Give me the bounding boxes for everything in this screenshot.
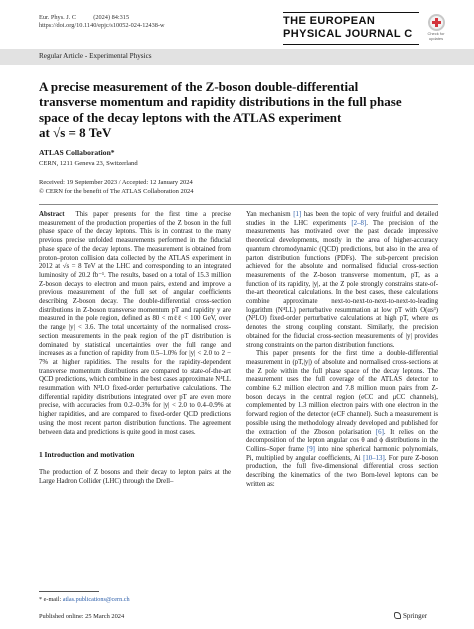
intro-paragraph-2 [246, 350, 438, 489]
citation-link[interactable]: [6] [375, 428, 384, 436]
citation-link[interactable]: [1] [293, 211, 302, 218]
citation-link[interactable]: [10–13] [363, 454, 385, 462]
text-run: . The precision of the measurements has motivated over the past decade impressive theoretical developments, mostly in the area of higher-accuracy quantum chromodynamic (QCD) predictions, but also in the area of parton distribution functions (PDFs). The sub-percent precision achieved for the absolute and normalised fiducial cross-section measurements of the Z-boson transverse momentum, pT, as a function of its rapidity, |y|, at the Z pole strongly constrains state-of-the-art theoretical calculations. In the best cases, these calculations combine approximate next-to-next-to-next-to-next-to-leading logarithm (N⁴LL) perturbative resummation at low pT with O(αs³) (N³LO) fixed-order perturbative calculations at high pT, where αs denotes the strong coupling constant. Similarly, the precision obtained for the fiducial cross-section measurements of |y| provides strong constraints on the parton distribution functions. [246, 219, 439, 349]
citation-link[interactable]: [2–8] [351, 219, 367, 227]
paper-title [39, 79, 439, 140]
publisher-name: Springer [403, 612, 428, 620]
email-link[interactable]: atlas.publications@cern.ch [62, 596, 130, 603]
section-heading: 1 Introduction and motivation [39, 450, 135, 460]
title-line: at √s = 8 TeV [39, 124, 112, 140]
journal-reference: Eur. Phys. J. C [39, 14, 77, 21]
text-run: has been the topic of very fruitful and detailed studies in the LHC experiments [246, 211, 438, 227]
affiliation: CERN, 1211 Geneva 23, Switzerland [39, 160, 138, 167]
abstract-label: Abstract [39, 211, 65, 218]
footnote [39, 596, 130, 603]
journal-logo-line2: PHYSICAL JOURNAL C [283, 28, 419, 45]
abstract-text: This paper presents for the first time a precise measurement of the production properties of the Z boson in the full phase space of the decay leptons. This is in contrast to the many previous precise unfolded measurements performed in the fiducial phase space of the decay leptons. The measurement is obtained from proton–proton collision data collected by the ATLAS experiment in 2012 at √s = 8 TeV at the LHC and corresponding to an integrated luminosity of 20.2 fb⁻¹. The results, based on a total of 15.3 million Z-boson decays to electron and muon pairs, extend and improve a previous measurement of the full set of angular coefficients describing Z-boson decay. The double-differential cross-section distributions in Z-boson transverse momentum pT and rapidity y are measured in the pole region, defined as 80 < mℓℓ < 100 GeV, over the range |y| < 3.6. The total uncertainty of the normalised cross-section measurements in the peak region of the pT distribution is dominated by statistical uncertainties over the full range and increases as a function of rapidity from 0.5–1.0% for |y| < 2.0 to 2 − 7% at higher rapidities. The results for the rapidity-dependent transverse momentum distributions are compared to state-of-the-art QCD predictions, which combine in the best cases approximate N⁴LL resummation with N³LO fixed-order perturbative calculations. The differential rapidity distributions integrated over pT are even more precise, with accuracies from 0.2–0.3% for |y| < 2.0 to 0.4–0.9% at higher rapidities, and are compared to fixed-order QCD predictions using the most recent parton distribution functions. The agreement between data and predictions is quite good in most cases. [39, 211, 231, 436]
publisher-logo [394, 612, 427, 620]
crossmark-icon [428, 14, 445, 31]
left-column [39, 211, 231, 486]
citation-link[interactable]: [9] [306, 445, 315, 453]
published-date: Published online: 25 March 2024 [39, 613, 125, 620]
divider [39, 204, 438, 205]
footnote-label: e-mail: [42, 596, 63, 603]
footnote-marker: * [39, 596, 43, 603]
received-accepted: Received: 19 September 2023 / Accepted: 12 January 2024 [39, 179, 193, 186]
springer-horse-icon [394, 612, 401, 619]
abstract [39, 211, 231, 437]
right-column [246, 211, 438, 490]
intro-paragraph-1 [246, 211, 438, 350]
article-type-label: Regular Article - Experimental Physics [39, 52, 152, 60]
header-citation [39, 14, 165, 30]
author-list: ATLAS Collaboration* [39, 148, 115, 157]
text-run: into nine spherical harmonic polynomials, Pi, multiplied by angular coefficients, Ai [246, 445, 438, 462]
volume-page: (2024) 84:315 [93, 14, 130, 21]
article-type-band [0, 49, 474, 65]
crossmark-label: Check for updates [427, 31, 445, 41]
journal-logo [283, 12, 419, 48]
journal-logo-line1: THE EUROPEAN [283, 12, 419, 28]
doi-link[interactable]: https://doi.org/10.1140/epjc/s10052-024-12438-w [39, 22, 165, 29]
text-run: Yan mechanism [246, 211, 294, 218]
text-run: . For pure Z-boson production, the full five-dimensional differential cross section describing the kinematics of the two Born-level leptons can be written as: [246, 454, 439, 488]
text-run: This paper presents for the first time a double-differential measurement in (pT,|y|) of absolute and normalised cross-sections at the Z pole within the full phase space of the decay leptons. The measurement uses the full coverage of the ATLAS detector to combine 6.2 million electron and 7.8 million muon pairs from Z-boson decays in the central region (eCC and μCC channels), complemented by 1.3 million electron pairs with one electron in the forward region of the detector (eCF channel). Such a measurement is possible using the methodology already developed and published for the extraction of the Zboson polarisation [246, 350, 438, 436]
footnote-divider [39, 591, 99, 592]
copyright: © CERN for the benefit of The ATLAS Collaboration 2024 [39, 187, 194, 195]
crossmark-button[interactable] [424, 14, 448, 42]
publication-dates [39, 179, 193, 196]
title-line: space of the decay leptons with the ATLAS experiment [39, 109, 342, 125]
title-line: transverse momentum and rapidity distributions in the full phase [39, 94, 402, 110]
text-run: . It relies on the decomposition of the lepton angular cos θ and ϕ distributions in the Collins–Soper frame [246, 428, 438, 453]
title-line: A precise measurement of the Z-boson double-differential [39, 79, 359, 94]
intro-paragraph: The production of Z bosons and their decay to lepton pairs at the Large Hadron Collider (LHC) through the Drell– [39, 468, 231, 485]
